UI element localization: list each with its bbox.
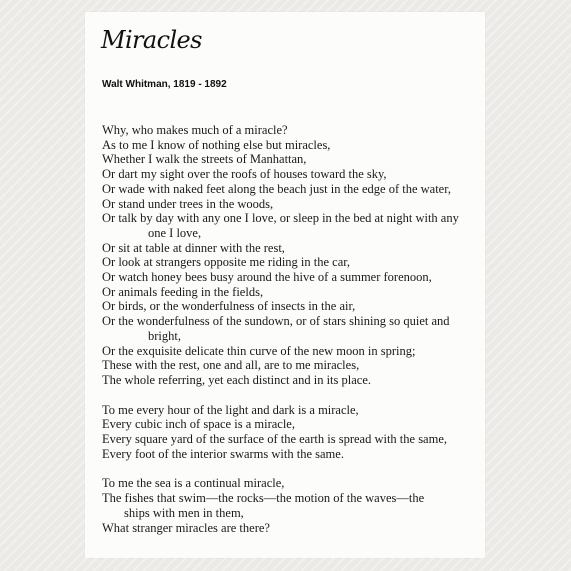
poem-line: Every foot of the interior swarms with the same.: [102, 446, 344, 461]
poem-line: Or birds, or the wonderfulness of insects in the air,: [102, 299, 356, 314]
poem-line-continuation: bright,: [148, 328, 181, 343]
poem-line: The fishes that swim—the rocks—the motion of the waves—the: [102, 491, 425, 506]
poem-line: Whether I walk the streets of Manhattan,: [102, 152, 307, 167]
poem-line: What stranger miracles are there?: [102, 520, 270, 535]
poem-line: Or animals feeding in the fields,: [102, 284, 264, 299]
poem-line: Or the wonderfulness of the sundown, or of stars shining so quiet and: [102, 314, 450, 329]
stanza-2: [102, 403, 478, 462]
poem-line: These with the rest, one and all, are to me miracles,: [102, 358, 360, 373]
poem-line: The whole referring, yet each distinct and in its place.: [102, 372, 371, 387]
poem-line: Every cubic inch of space is a miracle,: [102, 417, 295, 432]
poem-line: Or talk by day with any one I love, or sleep in the bed at night with any: [102, 211, 459, 226]
poem-body: [102, 123, 478, 550]
poem-line: Or dart my sight over the roofs of houses toward the sky,: [102, 167, 387, 182]
poem-line-continuation: one I love,: [148, 225, 202, 240]
poem-line: To me the sea is a continual miracle,: [102, 476, 285, 491]
poem-line: To me every hour of the light and dark is a miracle,: [102, 402, 359, 417]
poem-line: Or the exquisite delicate thin curve of the new moon in spring;: [102, 343, 416, 358]
poem-author: Walt Whitman, 1819 - 1892: [102, 79, 227, 90]
poem-line-continuation: ships with men in them,: [124, 505, 244, 520]
stanza-1: [102, 123, 478, 388]
poem-line: Why, who makes much of a miracle?: [102, 123, 288, 137]
stanza-3: [102, 476, 478, 535]
poem-line: Or look at strangers opposite me riding in the car,: [102, 255, 351, 270]
poem-line: Or stand under trees in the woods,: [102, 196, 274, 211]
poem-line: Or watch honey bees busy around the hive of a summer forenoon,: [102, 270, 432, 285]
poem-title: Miracles: [101, 26, 202, 54]
poem-line: Or wade with naked feet along the beach just in the edge of the water,: [102, 181, 452, 196]
poem-line: As to me I know of nothing else but miracles,: [102, 137, 331, 152]
poem-line: Every square yard of the surface of the earth is spread with the same,: [102, 432, 448, 447]
poem-line: Or sit at table at dinner with the rest,: [102, 240, 285, 255]
